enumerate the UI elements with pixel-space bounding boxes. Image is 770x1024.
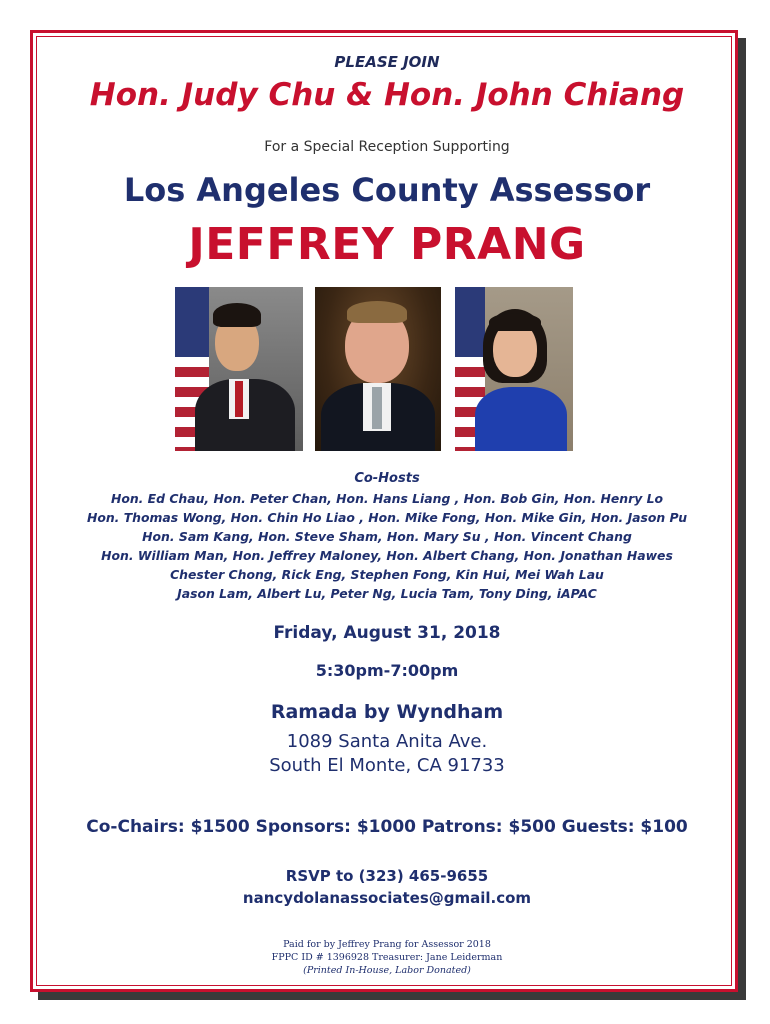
tie-shape [372, 387, 382, 429]
photo-jeffrey-prang [315, 287, 441, 451]
photo-judy-chu [455, 287, 573, 451]
flyer-frame [30, 30, 738, 992]
jacket-shape [475, 387, 567, 451]
reception-subtitle: For a Special Reception Supporting [264, 139, 510, 155]
hosts-heading: Hon. Judy Chu & Hon. John Chiang [89, 77, 685, 113]
candidate-name: JEFFREY PRANG [188, 219, 586, 270]
event-time: 5:30pm-7:00pm [315, 661, 459, 680]
office-heading: Los Angeles County Assessor [123, 171, 651, 209]
venue-name: Ramada by Wyndham [270, 701, 504, 723]
rsvp-phone: RSVP to (323) 465-9655 [285, 867, 489, 885]
venue-address-city: South El Monte, CA 91733 [269, 755, 505, 776]
cohost-line: Hon. Ed Chau, Hon. Peter Chan, Hon. Hans Liang , Hon. Bob Gin, Hon. Henry Lo [110, 491, 664, 506]
rsvp-email: nancydolanassociates@gmail.com [242, 889, 532, 907]
flag-canton [455, 287, 485, 357]
flag-canton [175, 287, 209, 357]
cohosts-title: Co-Hosts [354, 471, 420, 486]
cohost-line: Jason Lam, Albert Lu, Peter Ng, Lucia Tam, Tony Ding, iAPAC [177, 586, 597, 601]
hair-shape [347, 301, 407, 323]
venue-address-street: 1089 Santa Anita Ave. [286, 731, 488, 752]
please-join-text: PLEASE JOIN [334, 53, 440, 71]
contribution-levels: Co-Chairs: $1500 Sponsors: $1000 Patrons: $500 Guests: $100 [86, 817, 688, 837]
cohost-line: Chester Chong, Rick Eng, Stephen Fong, Kin Hui, Mei Wah Lau [170, 567, 604, 582]
tie-shape [235, 381, 243, 417]
bangs-shape [489, 313, 541, 331]
disclaimer-fppc: FPPC ID # 1396928 Treasurer: Jane Leiderman [271, 952, 503, 963]
disclaimer-printed: (Printed In-House, Labor Donated) [303, 965, 471, 976]
cohost-line: Hon. Sam Kang, Hon. Steve Sham, Hon. Mary Su , Hon. Vincent Chang [142, 529, 632, 544]
event-date: Friday, August 31, 2018 [273, 623, 501, 643]
cohost-line: Hon. William Man, Hon. Jeffrey Maloney, Hon. Albert Chang, Hon. Jonathan Hawes [101, 548, 673, 563]
cohost-line: Hon. Thomas Wong, Hon. Chin Ho Liao , Hon. Mike Fong, Hon. Mike Gin, Hon. Jason Pu [86, 510, 688, 525]
disclaimer-paid-for: Paid for by Jeffrey Prang for Assessor 2018 [283, 939, 491, 950]
hair-shape [213, 303, 261, 327]
photo-john-chiang [175, 287, 303, 451]
